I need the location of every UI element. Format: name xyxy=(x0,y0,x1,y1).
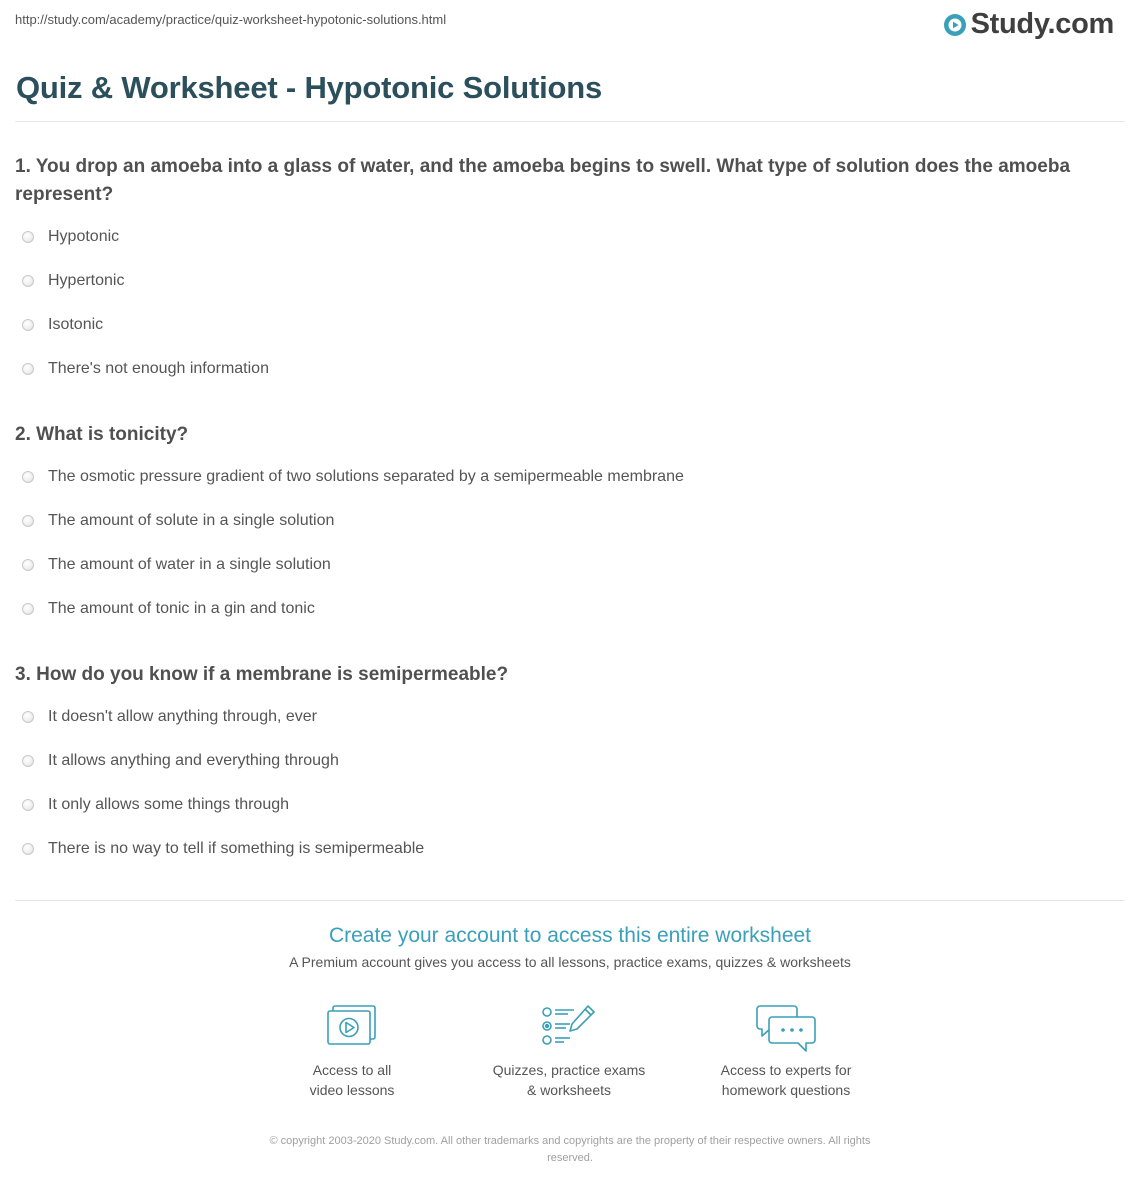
radio-button[interactable] xyxy=(22,603,34,615)
radio-button[interactable] xyxy=(22,319,34,331)
feature-label-line: video lessons xyxy=(309,1082,395,1098)
question-3: 3. How do you know if a membrane is semipermeable? xyxy=(15,664,509,685)
option-label: It doesn't allow anything through, ever xyxy=(48,708,317,725)
option-label: Hypertonic xyxy=(48,272,125,289)
answer-option[interactable] xyxy=(22,360,269,378)
answer-option[interactable] xyxy=(22,228,119,246)
answer-option[interactable] xyxy=(22,752,339,770)
answer-option[interactable] xyxy=(22,512,334,530)
feature-video-lessons xyxy=(252,1004,452,1100)
question-2: 2. What is tonicity? xyxy=(15,424,189,445)
radio-button[interactable] xyxy=(22,363,34,375)
answer-option[interactable] xyxy=(22,796,289,814)
option-label: There is no way to tell if something is semipermeable xyxy=(48,840,425,857)
cta-title-link[interactable]: Create your account to access this entire worksheet xyxy=(328,924,812,947)
radio-button[interactable] xyxy=(22,231,34,243)
chat-experts-icon xyxy=(754,1004,818,1054)
option-label: The amount of solute in a single solution xyxy=(48,512,335,529)
radio-button[interactable] xyxy=(22,515,34,527)
radio-button[interactable] xyxy=(22,799,34,811)
radio-button[interactable] xyxy=(22,755,34,767)
title-divider xyxy=(15,121,1125,122)
feature-label-line: & worksheets xyxy=(526,1082,612,1098)
option-label: It allows anything and everything through xyxy=(48,752,339,769)
option-label: Isotonic xyxy=(48,316,104,333)
feature-quizzes xyxy=(469,1004,669,1100)
answer-option[interactable] xyxy=(22,600,315,618)
option-label: It only allows some things through xyxy=(48,796,290,813)
answer-option[interactable] xyxy=(22,272,124,290)
option-label: The amount of tonic in a gin and tonic xyxy=(48,600,315,617)
question-1: 1. You drop an amoeba into a glass of water, and the amoeba begins to swell. What type of solution does the amoeba represent? xyxy=(15,156,1071,205)
radio-button[interactable] xyxy=(22,711,34,723)
footer-line: reserved. xyxy=(547,1152,593,1164)
radio-button[interactable] xyxy=(22,843,34,855)
logo-text: Study.com xyxy=(970,8,1114,40)
feature-label-line: Access to all xyxy=(312,1062,392,1078)
answer-option[interactable] xyxy=(22,468,684,486)
page-title: Quiz & Worksheet - Hypotonic Solutions xyxy=(16,70,603,105)
play-logo-icon xyxy=(943,13,967,37)
feature-label-line: homework questions xyxy=(721,1082,851,1098)
radio-button[interactable] xyxy=(22,275,34,287)
option-label: The amount of water in a single solution xyxy=(48,556,331,573)
option-label: There's not enough information xyxy=(48,360,269,377)
video-lessons-icon xyxy=(325,1004,379,1048)
radio-button[interactable] xyxy=(22,559,34,571)
option-label: Hypotonic xyxy=(48,228,120,245)
feature-label-line: Quizzes, practice exams xyxy=(492,1062,646,1078)
copyright-footer xyxy=(210,1133,930,1167)
cta-subtitle: A Premium account gives you access to all lessons, practice exams, quizzes & worksheets xyxy=(289,954,851,970)
answer-option[interactable] xyxy=(22,840,424,858)
radio-button[interactable] xyxy=(22,471,34,483)
cta-divider xyxy=(15,900,1125,901)
answer-option[interactable] xyxy=(22,316,103,334)
answer-option[interactable] xyxy=(22,556,331,574)
feature-label-line: Access to experts for xyxy=(720,1062,852,1078)
page-url: http://study.com/academy/practice/quiz-worksheet-hypotonic-solutions.html xyxy=(15,12,447,27)
answer-option[interactable] xyxy=(22,708,317,726)
footer-line: © copyright 2003-2020 Study.com. All other trademarks and copyrights are the property of their respective owners. All rights xyxy=(269,1135,871,1147)
quiz-checklist-icon xyxy=(540,1004,598,1048)
feature-experts xyxy=(686,1004,886,1100)
study-logo[interactable] xyxy=(943,8,1114,41)
option-label: The osmotic pressure gradient of two solutions separated by a semipermeable membrane xyxy=(48,468,684,485)
